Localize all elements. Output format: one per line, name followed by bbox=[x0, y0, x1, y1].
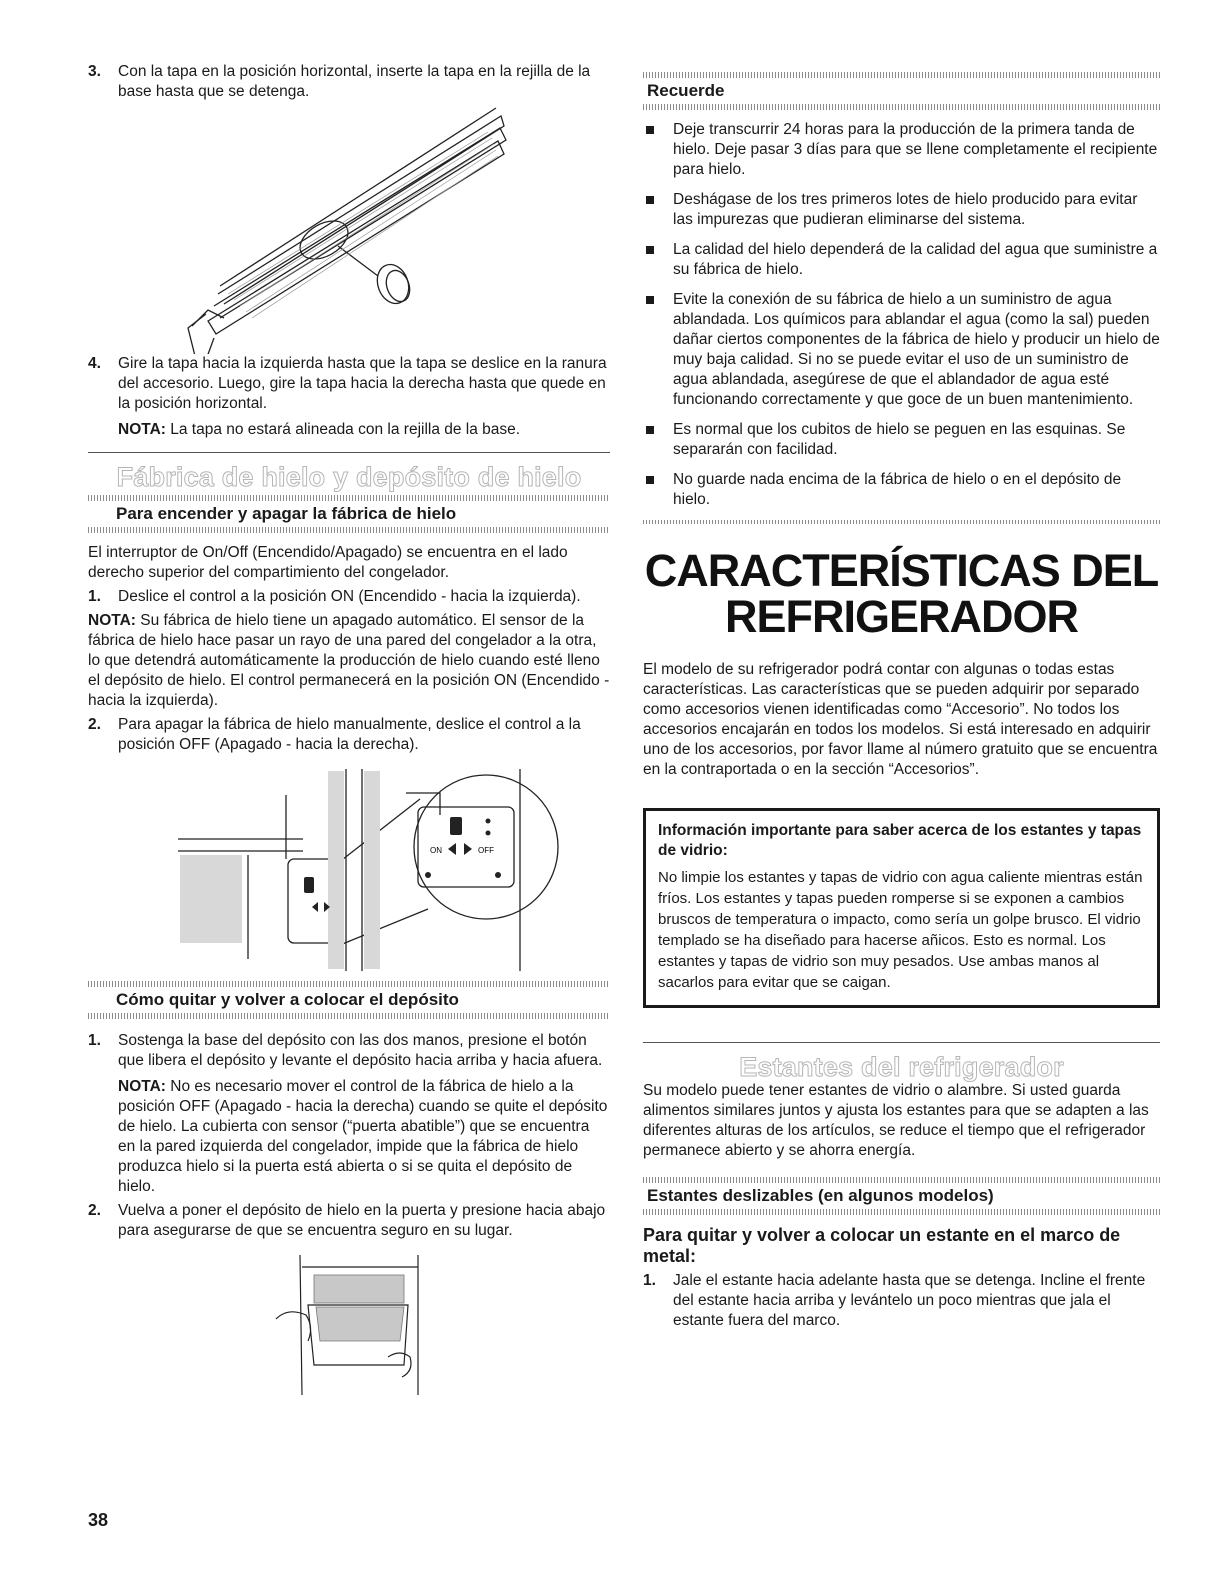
step-text: Deslice el control a la posición ON (Encendido - hacia la izquierda). bbox=[118, 588, 581, 605]
switch-drawing bbox=[88, 759, 610, 971]
onoff-intro: El interruptor de On/Off (Encendido/Apagado) se encuentra en el lado derecho superior del compartimiento del congelador. bbox=[88, 544, 568, 581]
step-number: 1. bbox=[643, 1272, 656, 1289]
step-number: 2. bbox=[88, 1202, 101, 1219]
bin-step-1 bbox=[88, 1031, 610, 1197]
section-title: Fábrica de hielo y depósito de hielo bbox=[116, 462, 582, 492]
bin-heading: Cómo quitar y volver a colocar el depósito bbox=[116, 990, 459, 1009]
step-number: 1. bbox=[88, 588, 101, 605]
features-intro: El modelo de su refrigerador podrá contar con algunas o todas estas características. Las características que se pueden adquirir por separado como accesorios vienen identificadas como “Accesorio”. No todos los accesorios encajarán en todos los modelos. Si está interesado en adquirir uno de los accesorios, por favor llame al número gratuito que se encuentra en la contraportada o en la sección “Accesorios”. bbox=[643, 661, 1158, 778]
ice-bin-drawing bbox=[88, 1245, 610, 1395]
page-number: 38 bbox=[88, 1510, 109, 1530]
step-text: Con la tapa en la posición horizontal, inserte la tapa en la rejilla de la base hasta que se detenga. bbox=[118, 63, 591, 100]
step-4 bbox=[88, 354, 610, 440]
list-item: No guarde nada encima de la fábrica de hielo o en el depósito de hielo. bbox=[643, 470, 1160, 510]
step-number: 4. bbox=[88, 355, 101, 372]
switch-on-label: ON bbox=[430, 846, 442, 855]
step-number: 2. bbox=[88, 716, 101, 733]
sliding-step-1 bbox=[643, 1271, 1160, 1331]
remember-heading: Recuerde bbox=[647, 81, 725, 100]
note bbox=[118, 1077, 610, 1197]
bin-step-2 bbox=[88, 1201, 610, 1241]
info-box-heading: Información importante para saber acerca de los estantes y tapas de vidrio: bbox=[658, 822, 1142, 859]
onoff-step-1 bbox=[88, 587, 610, 607]
hatch-divider bbox=[88, 1013, 610, 1019]
sliding-heading: Estantes deslizables (en algunos modelos) bbox=[647, 1186, 994, 1205]
section-rule bbox=[643, 1042, 1160, 1043]
note-text: Su fábrica de hielo tiene un apagado automático. El sensor de la fábrica de hielo hace pasar un rayo de una pared del congelador a la otra, lo que detendrá automáticamente la producción de hielo cuando esté lleno el depósito de hielo. El control permanecerá en la posición ON (Encendido - hacia la izquierda). bbox=[88, 612, 610, 709]
step-text: Gire la tapa hacia la izquierda hasta que la tapa se deslice en la ranura del accesorio. Luego, gire la tapa hacia la derecha hasta que quede en la posición horizontal. bbox=[118, 355, 607, 412]
cap-insert-illustration bbox=[88, 106, 610, 354]
note-text: La tapa no estará alineada con la rejilla de la base. bbox=[165, 421, 521, 438]
onoff-heading: Para encender y apagar la fábrica de hielo bbox=[116, 504, 457, 523]
step-text: Jale el estante hacia adelante hasta que se detenga. Incline el frente del estante hacia arriba y levántelo un poco mientras que jala el estante fuera del marco. bbox=[673, 1272, 1146, 1329]
list-item: Deshágase de los tres primeros lotes de hielo producido para evitar las impurezas que pudieran eliminarse del sistema. bbox=[643, 190, 1160, 230]
ice-bin-illustration bbox=[88, 1245, 610, 1395]
onoff-step-2 bbox=[88, 715, 610, 755]
list-item: La calidad del hielo dependerá de la calidad del agua que suministre a su fábrica de hielo. bbox=[643, 240, 1160, 280]
cap-insert-drawing bbox=[88, 106, 610, 354]
page-title-line-1: CARACTERÍSTICAS DEL bbox=[644, 545, 1159, 596]
step-number: 3. bbox=[88, 63, 101, 80]
note bbox=[118, 420, 610, 440]
list-item: Deje transcurrir 24 horas para la producción de la primera tanda de hielo. Deje pasar 3 días para que se llene completamente el recipiente para hielo. bbox=[643, 120, 1160, 180]
info-box-body: No limpie los estantes y tapas de vidrio con agua caliente mientras están fríos. Los estantes y tapas pueden romperse si se exponen a cambios bruscos de temperatura o impacto, como sería un golpe brusco. El vidrio templado se ha diseñado para hacerse añicos. Esto es normal. Los estantes y tapas de vidrio son muy pesados. Use ambas manos al sacarlos para evitar que se caigan. bbox=[658, 869, 1143, 991]
hatch-divider bbox=[643, 520, 1160, 524]
glass-info-box bbox=[643, 808, 1160, 1008]
note-label: NOTA: bbox=[118, 1078, 166, 1095]
right-column bbox=[643, 72, 1160, 1335]
left-column bbox=[88, 62, 610, 1395]
list-item: Evite la conexión de su fábrica de hielo a un suministro de agua ablandada. Los químicos para ablandar el agua (como la sal) pueden dañar ciertos componentes de la fábrica de hielo y producir un hielo de muy baja calidad. Si no se puede evitar el uso de un suministro de agua ablandada, asegúrese de que el ablandador de agua esté funcionando correctamente y que goce de un buen mantenimiento. bbox=[643, 290, 1160, 410]
note-label: NOTA: bbox=[118, 421, 166, 438]
step-3 bbox=[88, 62, 610, 102]
hatch-divider bbox=[643, 104, 1160, 110]
page-title-line-2: REFRIGERADOR bbox=[724, 591, 1078, 642]
section-rule bbox=[88, 452, 610, 453]
step-text: Para apagar la fábrica de hielo manualmente, deslice el control a la posición OFF (Apagado - hacia la derecha). bbox=[118, 716, 581, 753]
note-label: NOTA: bbox=[88, 612, 136, 629]
remember-list bbox=[643, 120, 1160, 510]
step-text: Sostenga la base del depósito con las dos manos, presione el botón que libera el depósito y levante el depósito hacia arriba y hacia afuera. bbox=[118, 1032, 603, 1069]
list-item: Es normal que los cubitos de hielo se peguen en las esquinas. Se separarán con facilidad. bbox=[643, 420, 1160, 460]
shelves-text: Su modelo puede tener estantes de vidrio o alambre. Si usted guarda alimentos similares juntos y ajusta los estantes para que se adapten a las diferentes alturas de los artículos, se reduce el tiempo que el refrigerador permanece abierto y se ahorra energía. bbox=[643, 1082, 1149, 1159]
step-number: 1. bbox=[88, 1032, 101, 1049]
shelves-title: Estantes del refrigerador bbox=[739, 1052, 1064, 1082]
sliding-subheading: Para quitar y volver a colocar un estante en el marco de metal: bbox=[643, 1225, 1121, 1266]
hatch-divider bbox=[643, 1209, 1160, 1215]
onoff-note bbox=[88, 611, 610, 711]
switch-off-label: OFF bbox=[478, 846, 494, 855]
hatch-divider bbox=[88, 527, 610, 533]
note-text: No es necesario mover el control de la fábrica de hielo a la posición OFF (Apagado - hacia la derecha) cuando se quite el depósito de hielo. La cubierta con sensor (“puerta abatible”) que se encuentra en la pared izquierda del congelador, impide que la fábrica de hielo produzca hielo si la puerta está abierta o si se quita el depósito de hielo. bbox=[118, 1078, 608, 1195]
step-text: Vuelva a poner el depósito de hielo en la puerta y presione hacia abajo para asegurarse de que se encuentra seguro en su lugar. bbox=[118, 1202, 606, 1239]
switch-illustration bbox=[88, 759, 610, 971]
page-title bbox=[643, 545, 1160, 642]
